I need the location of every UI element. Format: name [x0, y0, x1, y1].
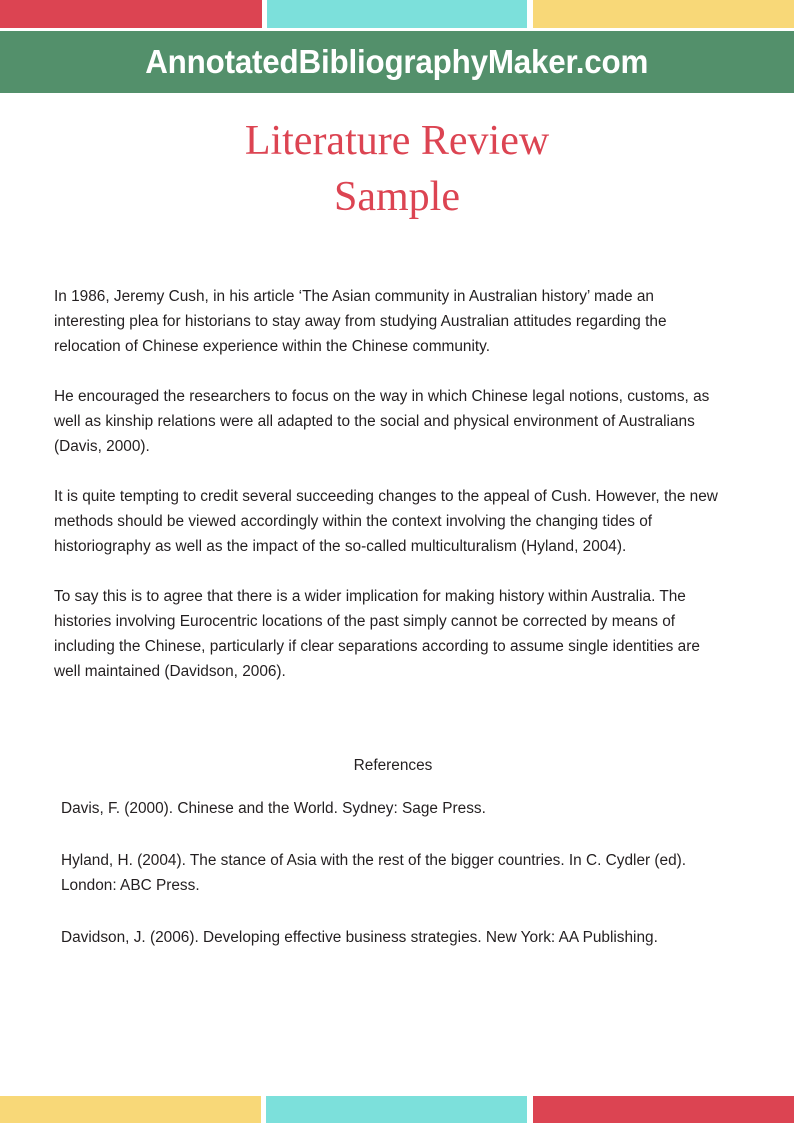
- top-bar-teal: [267, 0, 527, 28]
- body-paragraph-2: He encouraged the researchers to focus on the way in which Chinese legal notions, customs, as well as kinship relations were all adapted to the social and physical environment of Australians (Davis, 2000).: [54, 388, 710, 455]
- site-header-band: [0, 31, 794, 93]
- page-title-line-1: Literature Review: [244, 118, 550, 164]
- page-title: [0, 114, 794, 226]
- site-title: AnnotatedBibliographyMaker.com: [145, 43, 649, 80]
- bottom-decorative-bars: [0, 1096, 794, 1123]
- body-paragraph-3: It is quite tempting to credit several succeeding changes to the appeal of Cush. However, the new methods should be viewed accordingly within the context involving the changing tides of historiography as well as the impact of the so-called multiculturalism (Hyland, 2004).: [54, 488, 718, 555]
- references-heading: References: [353, 757, 433, 774]
- reference-item: Davis, F. (2000). Chinese and the World. Sydney: Sage Press.: [61, 800, 486, 817]
- bottom-bar-yellow: [0, 1096, 261, 1123]
- bottom-bar-teal: [266, 1096, 527, 1123]
- body-content: [54, 284, 722, 684]
- top-bar-red: [0, 0, 262, 28]
- references-list: [61, 796, 723, 950]
- top-decorative-bars: [0, 0, 794, 28]
- top-bar-yellow: [533, 0, 794, 28]
- reference-item: Davidson, J. (2006). Developing effective business strategies. New York: AA Publishing.: [61, 929, 658, 946]
- body-paragraph-4: To say this is to agree that there is a wider implication for making history within Australia. The histories involving Eurocentric locations of the past simply cannot be corrected by means of including the Chinese, particularly if clear separations according to assume single identities are well maintained (Davidson, 2006).: [54, 588, 700, 680]
- body-paragraph-1: In 1986, Jeremy Cush, in his article ‘The Asian community in Australian history’ made an interesting plea for historians to stay away from studying Australian attitudes regarding the relocation of Chinese experience within the Chinese community.: [54, 288, 667, 355]
- bottom-bar-red: [533, 1096, 794, 1123]
- reference-item: Hyland, H. (2004). The stance of Asia with the rest of the bigger countries. In C. Cydler (ed). London: ABC Press.: [61, 852, 687, 894]
- page-title-line-2: Sample: [334, 173, 460, 220]
